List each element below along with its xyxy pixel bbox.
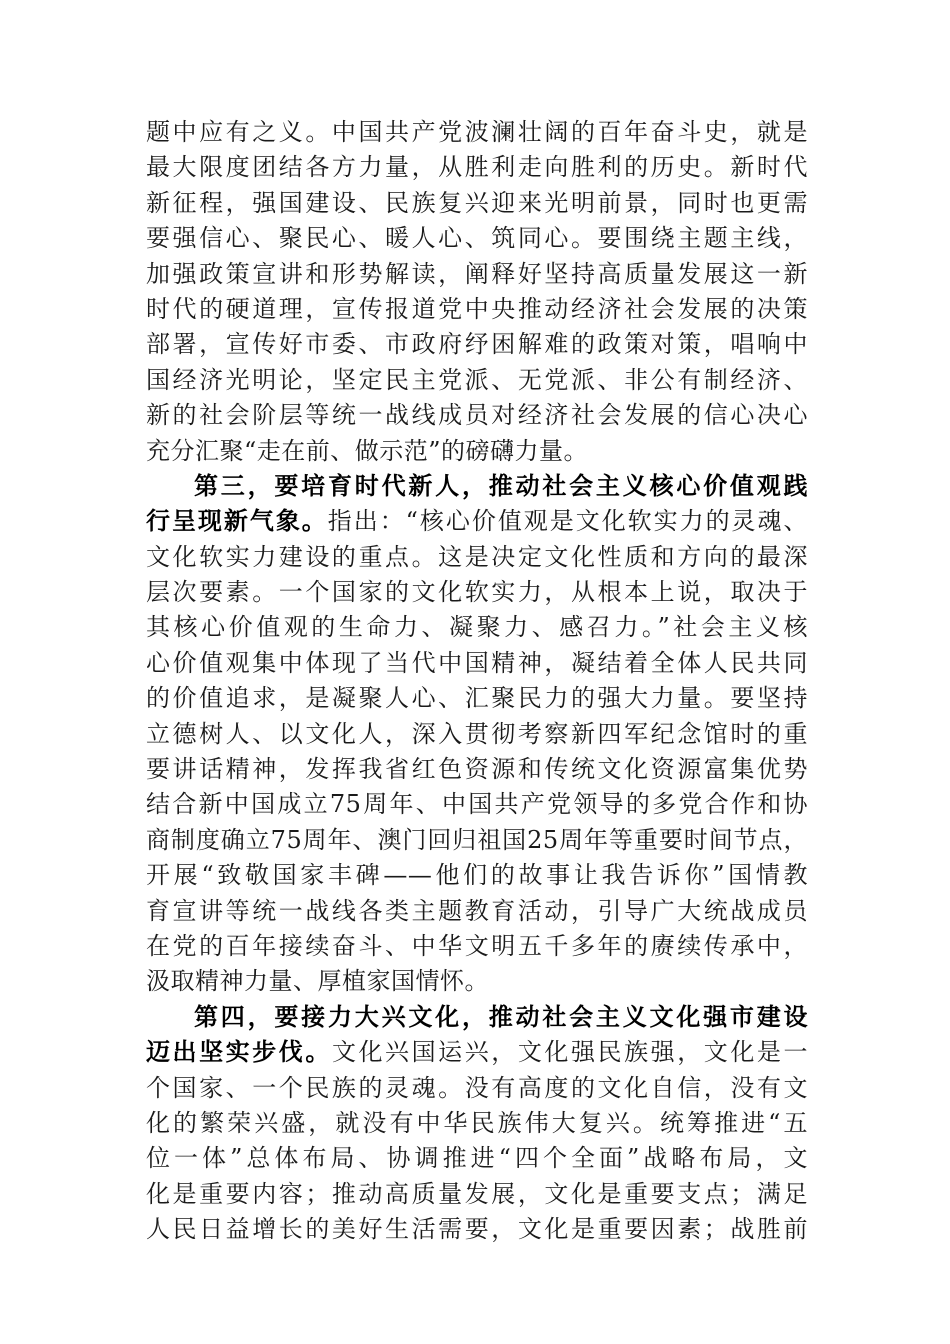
text-line: 国经济光明论，坚定民主党派、无党派、非公有制经济、 bbox=[146, 365, 808, 394]
section-heading-four-end: 迈出坚实步伐。 bbox=[146, 1038, 332, 1067]
document-body bbox=[146, 115, 808, 1248]
text-line: 新征程，强国建设、民族复兴迎来光明前景，同时也更需 bbox=[146, 188, 808, 217]
text-line: 部署，宣传好市委、市政府纾困解难的政策对策，唱响中 bbox=[146, 330, 808, 359]
text-line bbox=[146, 1035, 808, 1070]
text-line: 新的社会阶层等统一战线成员对经济社会发展的信心决心 bbox=[146, 401, 808, 430]
text-line: 时代的硬道理，宣传报道党中央推动经济社会发展的决策 bbox=[146, 294, 808, 323]
text-line: 人民日益增长的美好生活需要，文化是重要因素；战胜前 bbox=[146, 1215, 808, 1244]
section-heading-three-end: 行呈现新气象。 bbox=[146, 507, 328, 536]
text-run: 指出：“核心价值观是文化软实力的灵魂、 bbox=[327, 507, 808, 536]
text-line: 汲取精神力量、厚植家国情怀。 bbox=[146, 967, 489, 996]
text-line: 的价值追求，是凝聚人心、汇聚民力的强大力量。要坚持 bbox=[146, 684, 808, 713]
text-line bbox=[146, 504, 808, 539]
text-line: 题中应有之义。中国共产党波澜壮阔的百年奋斗史，就是 bbox=[146, 118, 808, 146]
text-line bbox=[146, 469, 808, 504]
text-line: 文化软实力建设的重点。这是决定文化性质和方向的最深 bbox=[146, 542, 808, 571]
text-line bbox=[146, 1000, 808, 1035]
section-heading-four: 第四，要接力大兴文化，推动社会主义文化强市建设 bbox=[194, 1002, 808, 1031]
text-run: 文化兴国运兴，文化强民族强，文化是一 bbox=[331, 1038, 808, 1067]
text-line: 最大限度团结各方力量，从胜利走向胜利的历史。新时代 bbox=[146, 153, 808, 182]
text-line: 层次要素。一个国家的文化软实力，从根本上说，取决于 bbox=[146, 578, 808, 607]
text-line: 个国家、一个民族的灵魂。没有高度的文化自信，没有文 bbox=[146, 1073, 808, 1102]
text-line: 商制度确立75周年、澳门回归祖国25周年等重要时间节点， bbox=[146, 825, 808, 854]
text-line: 充分汇聚“走在前、做示范”的磅礴力量。 bbox=[146, 436, 589, 465]
text-line: 化是重要内容；推动高质量发展，文化是重要支点；满足 bbox=[146, 1179, 808, 1208]
text-line: 加强政策宣讲和形势解读，阐释好坚持高质量发展这一新 bbox=[146, 259, 808, 288]
text-line: 位一体”总体布局、协调推进“四个全面”战略布局，文 bbox=[146, 1144, 808, 1173]
text-line: 立德树人、以文化人，深入贯彻考察新四军纪念馆时的重 bbox=[146, 719, 808, 748]
text-line: 要讲话精神，发挥我省红色资源和传统文化资源富集优势 bbox=[146, 755, 808, 784]
text-line: 心价值观集中体现了当代中国精神，凝结着全体人民共同 bbox=[146, 648, 808, 677]
text-line: 开展“致敬国家丰碑——他们的故事让我告诉你”国情教 bbox=[146, 861, 808, 890]
text-line: 育宣讲等统一战线各类主题教育活动，引导广大统战成员 bbox=[146, 896, 808, 925]
text-line: 化的繁荣兴盛，就没有中华民族伟大复兴。统筹推进“五 bbox=[146, 1108, 808, 1137]
text-line: 结合新中国成立75周年、中国共产党领导的多党合作和协 bbox=[146, 790, 808, 819]
text-line: 要强信心、聚民心、暖人心、筑同心。要围绕主题主线， bbox=[146, 224, 808, 253]
section-heading-three: 第三，要培育时代新人，推动社会主义核心价值观践 bbox=[194, 471, 808, 500]
text-line: 其核心价值观的生命力、凝聚力、感召力。”社会主义核 bbox=[146, 613, 808, 642]
text-line: 在党的百年接续奋斗、中华文明五千多年的赓续传承中， bbox=[146, 931, 808, 960]
